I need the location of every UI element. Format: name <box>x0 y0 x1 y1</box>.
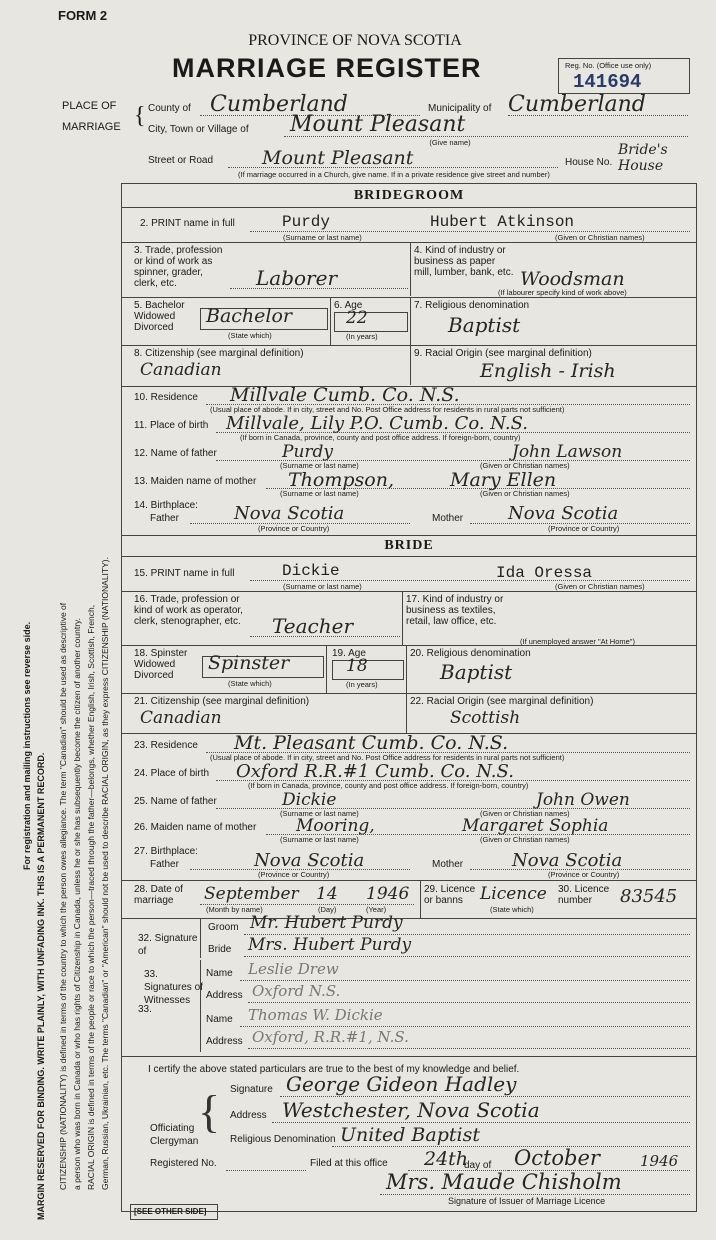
bride-surname: Dickie <box>282 562 340 580</box>
witness-num: 33. <box>138 1004 152 1015</box>
bride-father-surname-note: (Surname or last name) <box>280 809 359 818</box>
bride-status-label: 18. Spinster Widowed Divorced <box>134 648 188 681</box>
margin-citizenship-2: a person who was born in Canada or who has rights of Citizenship in Canada, unless he or she has subsequently become the citizen of another country. <box>72 617 82 1190</box>
w1-name-label: Name <box>206 968 233 979</box>
groom-industry-label: 4. Kind of industry or business as paper mill, lumber, bank, etc. <box>414 245 514 278</box>
groom-residence: Millvale Cumb. Co. N.S. <box>230 384 460 406</box>
groom-father-label: 12. Name of father <box>134 448 217 459</box>
bride-citizenship: Canadian <box>140 708 222 728</box>
bride-bp-father-label: Father <box>150 859 179 870</box>
bride-age-label: 19. Age <box>332 648 366 659</box>
bride-father-surname: Dickie <box>282 790 337 810</box>
bride-bp-father-note: (Province or Country) <box>258 870 330 879</box>
bride-father-label: 25. Name of father <box>134 796 217 807</box>
bride-industry-label: 17. Kind of industry or business as textiles, retail, law office, etc. <box>406 594 504 627</box>
bride-heading: BRIDE <box>384 538 434 553</box>
bride-trade: Teacher <box>272 614 354 638</box>
bride-age: 18 <box>346 656 368 676</box>
bride-father-given: John Owen <box>536 790 630 810</box>
place-label-1: PLACE OF <box>62 100 117 112</box>
licence-no-value: 83545 <box>620 886 678 907</box>
groom-name-label: 2. PRINT name in full <box>140 218 235 229</box>
bride-racial-label: 22. Racial Origin (see marginal definition) <box>410 696 594 707</box>
groom-given: Hubert Atkinson <box>430 213 575 231</box>
groom-racial: English - Irish <box>480 360 616 382</box>
signature-of-label: 32. Signature of <box>138 933 198 957</box>
filed-label: Filed at this office <box>310 1158 388 1169</box>
marriage-day-note: (Day) <box>318 905 337 914</box>
groom-mother-given: Mary Ellen <box>450 469 557 491</box>
groom-residence-label: 10. Residence <box>134 392 198 403</box>
county-value: Cumberland <box>210 92 348 117</box>
bride-given: Ida Oressa <box>496 564 593 582</box>
bride-bp-mother-note: (Province or Country) <box>548 870 620 879</box>
groom-trade: Laborer <box>256 266 338 290</box>
bride-bp-mother: Nova Scotia <box>512 850 623 871</box>
municipality-value: Cumberland <box>508 92 646 117</box>
margin-notes <box>0 0 122 1240</box>
groom-surname-note: (Surname or last name) <box>283 233 362 242</box>
province-heading: PROVINCE OF NOVA SCOTIA <box>248 32 462 49</box>
groom-bp-father-note: (Province or Country) <box>258 524 330 533</box>
issuer-signature: Mrs. Maude Chisholm <box>386 1170 622 1194</box>
place-brace: { <box>134 103 146 129</box>
church-note: (If marriage occurred in a Church, give name. If in a private residence give street and number) <box>238 170 550 179</box>
groom-status-label: 5. Bachelor Widowed Divorced <box>134 300 185 333</box>
marriage-year: 1946 <box>366 884 410 904</box>
bride-mother-surname: Mooring, <box>296 816 375 836</box>
w1-name: Leslie Drew <box>248 960 339 978</box>
form-label: FORM 2 <box>58 8 108 23</box>
groom-state-which: (State which) <box>228 331 272 340</box>
groom-bp-father-label: Father <box>150 513 179 524</box>
licence-label: 29. Licence or banns <box>424 884 476 906</box>
groom-bp-mother-note: (Province or Country) <box>548 524 620 533</box>
margin-citizenship-1: CITIZENSHIP (NATIONALITY) is defined in terms of the country to which the person owes allegiance. The term "Canadian" should be used as descriptive of <box>58 602 68 1190</box>
bride-given-note: (Given or Christian names) <box>555 582 645 591</box>
marriage-month-note: (Month by name) <box>206 905 263 914</box>
bride-state-which: (State which) <box>228 679 272 688</box>
w2-name-label: Name <box>206 1014 233 1025</box>
groom-mother-surname: Thompson, <box>288 469 394 491</box>
groom-mother-surname-note: (Surname or last name) <box>280 489 359 498</box>
clergy-denomination: United Baptist <box>340 1124 480 1146</box>
groom-citizenship: Canadian <box>140 360 222 380</box>
margin-racial-2: German, Russian, Ukrainian, etc. The terms "Canadian" or "American" should not be used to describe RACIAL ORIGIN, as they express CITIZENSHIP (NATIONALITY). <box>100 557 110 1190</box>
bride-mother-surname-note: (Surname or last name) <box>280 835 359 844</box>
marriage-year-note: (Year) <box>366 905 387 914</box>
groom-birthplace-note: (If born in Canada, province, county and post office address. If foreign-born, country) <box>240 433 521 442</box>
reg-no-label: Reg. No. <box>565 61 595 70</box>
licence-no-label: 30. Licence number <box>558 884 610 906</box>
street-label: Street or Road <box>148 155 214 166</box>
bride-bp-father: Nova Scotia <box>254 850 365 871</box>
reg-no-note: (Office use only) <box>596 61 652 70</box>
margin-binding-note: MARGIN RESERVED FOR BINDING. WRITE PLAINLY, WITH UNFADING INK. THIS IS A PERMANENT RECORD. <box>36 752 46 1220</box>
groom-trade-label: 3. Trade, profession or kind of work as spinner, grader, clerk, etc. <box>134 245 223 289</box>
groom-bp-mother: Nova Scotia <box>508 503 619 524</box>
groom-status: Bachelor <box>206 305 293 327</box>
reg-no-value: 141694 <box>573 71 642 93</box>
groom-industry: Woodsman <box>520 268 625 290</box>
bride-father-given-note: (Given or Christian names) <box>480 809 570 818</box>
groom-racial-label: 9. Racial Origin (see marginal definition) <box>414 348 592 359</box>
licence-value: Licence <box>480 884 547 904</box>
bride-bp-mother-label: Mother <box>432 859 464 870</box>
reg-no-box <box>558 58 690 94</box>
bride-industry-note: (If unemployed answer "At Home") <box>520 637 635 646</box>
filed-day: 24th <box>424 1148 469 1170</box>
marriage-date-label: 28. Date of marriage <box>134 884 183 906</box>
w2-address: Oxford, R.R.#1, N.S. <box>252 1028 409 1046</box>
municipality-label: Municipality of <box>428 103 492 114</box>
groom-birthplace-label: 11. Place of birth <box>134 420 209 431</box>
city-value: Mount Pleasant <box>290 112 466 137</box>
groom-citizenship-label: 8. Citizenship (see marginal definition) <box>134 348 304 359</box>
margin-racial-1: RACIAL ORIGIN is defined in terms of the people or race to which the person—traced through the father—belongs, whether English, Irish, Scottish, French, <box>86 604 96 1190</box>
certify-text: I certify the above stated particulars are true to the best of my knowledge and belief. <box>148 1064 520 1075</box>
clergy-sig-label: Signature <box>230 1084 273 1095</box>
witnesses-label: 33. Signatures of Witnesses <box>144 969 203 1006</box>
groom-sig-label: Groom <box>208 922 239 933</box>
bride-birthplace-label: 24. Place of birth <box>134 768 210 779</box>
groom-father-surname: Purdy <box>282 442 333 462</box>
groom-mother-label: 13. Maiden name of mother <box>134 476 257 487</box>
bride-birthplace: Oxford R.R.#1 Cumb. Co. N.S. <box>236 761 514 782</box>
groom-residence-note: (Usual place of abode. If in city, street and No. Post Office address for residents in rural parts not sufficient) <box>210 405 565 414</box>
bride-surname-note: (Surname or last name) <box>283 582 362 591</box>
bride-bp-label: 27. Birthplace: <box>134 846 198 857</box>
groom-religion: Baptist <box>448 313 521 337</box>
bride-name-label: 15. PRINT name in full <box>134 568 235 579</box>
bride-mother-given: Margaret Sophia <box>462 816 609 836</box>
bride-mother-given-note: (Given or Christian names) <box>480 835 570 844</box>
marriage-day: 14 <box>316 884 338 904</box>
county-label: County of <box>148 103 191 114</box>
bride-trade-label: 16. Trade, profession or kind of work as operator, clerk, stenographer, etc. <box>134 594 243 627</box>
filed-day-of: day of <box>464 1160 492 1171</box>
given-name-note: (Give name) <box>429 138 471 147</box>
clergy-address-label: Address <box>230 1110 267 1121</box>
groom-father-given: John Lawson <box>512 442 623 462</box>
bride-racial: Scottish <box>450 708 521 728</box>
house-label: House No. <box>565 157 613 168</box>
groom-signature: Mr. Hubert Purdy <box>250 913 403 933</box>
see-other-side-box <box>130 1204 218 1220</box>
filed-year: 1946 <box>640 1152 679 1170</box>
registered-label: Registered No. <box>150 1158 217 1169</box>
groom-heading: BRIDEGROOM <box>353 188 465 203</box>
w1-address-label: Address <box>206 990 243 1001</box>
groom-religion-label: 7. Religious denomination <box>414 300 530 311</box>
licence-state-which: (State which) <box>490 905 534 914</box>
groom-industry-note: (If labourer specify kind of work above) <box>498 288 627 297</box>
bride-in-years: (In years) <box>346 680 378 689</box>
clergy-signature: George Gideon Hadley <box>286 1072 517 1096</box>
bride-sig-label: Bride <box>208 944 232 955</box>
bride-mother-label: 26. Maiden name of mother <box>134 822 257 833</box>
groom-bp-mother-label: Mother <box>432 513 464 524</box>
issuer-label: Signature of Issuer of Marriage Licence <box>448 1196 606 1206</box>
bride-birthplace-note: (If born in Canada, province, county and post office address. If foreign-born, country) <box>248 781 529 790</box>
bride-residence-note: (Usual place of abode. If in city, street and No. Post Office address for residents in rural parts not sufficient) <box>210 753 565 762</box>
bride-residence: Mt. Pleasant Cumb. Co. N.S. <box>234 732 509 754</box>
groom-father-given-note: (Given or Christian names) <box>480 461 570 470</box>
bride-status: Spinster <box>208 652 290 674</box>
w1-address: Oxford N.S. <box>252 982 341 1000</box>
groom-bp-label: 14. Birthplace: <box>134 500 198 511</box>
groom-birthplace: Millvale, Lily P.O. Cumb. Co. N.S. <box>226 413 529 434</box>
bride-signature: Mrs. Hubert Purdy <box>248 935 412 955</box>
clergy-denom-label: Religious Denomination <box>230 1134 336 1145</box>
house-value: Bride's House <box>618 142 668 174</box>
groom-father-surname-note: (Surname or last name) <box>280 461 359 470</box>
bride-citizenship-label: 21. Citizenship (see marginal definition) <box>134 696 310 707</box>
margin-instructions-note: For registration and mailing instructions see reverse side. <box>22 621 32 870</box>
see-other-side: [SEE OTHER SIDE] <box>134 1207 207 1216</box>
groom-bp-father: Nova Scotia <box>234 503 345 524</box>
clergy-address: Westchester, Nova Scotia <box>282 1098 540 1122</box>
w2-name: Thomas W. Dickie <box>248 1006 383 1024</box>
place-label-2: MARRIAGE <box>62 121 121 133</box>
bride-religion: Baptist <box>440 660 513 684</box>
clergy-label: Officiating Clergyman <box>150 1123 199 1147</box>
groom-surname: Purdy <box>282 213 331 231</box>
bride-religion-label: 20. Religious denomination <box>410 648 531 659</box>
groom-age-label: 6. Age <box>334 300 363 311</box>
city-label: City, Town or Village of <box>148 124 249 135</box>
street-value: Mount Pleasant <box>262 147 414 169</box>
bride-residence-label: 23. Residence <box>134 740 198 751</box>
page-title: MARRIAGE REGISTER <box>172 53 482 83</box>
w2-address-label: Address <box>206 1036 243 1047</box>
groom-in-years: (In years) <box>346 332 378 341</box>
groom-given-note: (Given or Christian names) <box>555 233 645 242</box>
filed-month: October <box>514 1146 600 1170</box>
groom-age: 22 <box>346 308 368 328</box>
groom-mother-given-note: (Given or Christian names) <box>480 489 570 498</box>
marriage-month: September <box>204 884 299 904</box>
